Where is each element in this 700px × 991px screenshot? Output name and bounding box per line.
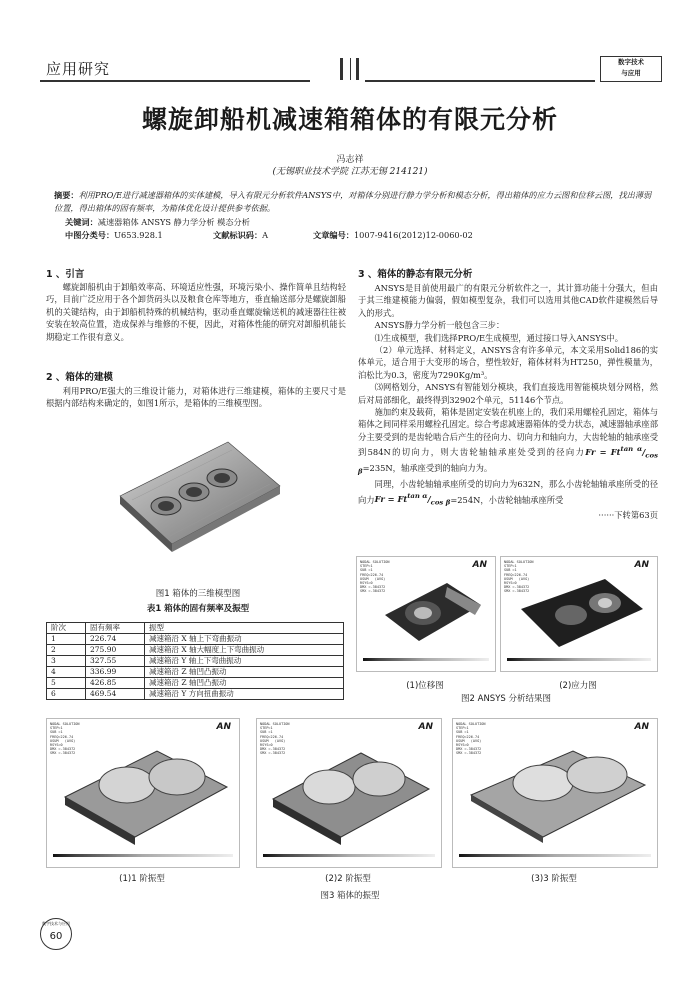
table-row bbox=[47, 678, 344, 689]
table-cell: 减速箱沿 Z 轴凹凸振动 bbox=[145, 678, 344, 689]
figure-3-mode-2-plot bbox=[256, 718, 442, 868]
figure-3-caption: 图3 箱体的振型 bbox=[320, 891, 380, 901]
article-value: 1007-9416(2012)12-0060-02 bbox=[353, 230, 473, 240]
paragraph-text: 施加约束及载荷，箱体是固定安装在机座上的，我们采用螺栓孔固定，箱体与箱体之间同样采用螺栓孔固定。综合考虑减速器箱体的受力状态，减速器轴承座部分主要受到的是齿轮啮合后产生的径向力、切向力和轴向力，大齿轮轴的轴承座受到584N的切向力，则大齿轮轴轴承座处受到的径向力 bbox=[358, 407, 658, 458]
header-divider-bar bbox=[340, 58, 343, 80]
table-cell: 减速箱沿 Y 轴上下弯曲振动 bbox=[145, 656, 344, 667]
section-2-text: 利用PRO/E强大的三维设计能力，对箱体进行三维建模，箱体的主要尺寸是根据内部结构来确定的，如图1所示，是箱体的三维模型图。 bbox=[46, 386, 346, 409]
keywords bbox=[65, 216, 250, 229]
section-3-title: 3 、箱体的静态有限元分析 bbox=[358, 269, 473, 280]
table-cell: 减速箱沿 X 轴大幅度上下弯曲振动 bbox=[145, 645, 344, 656]
section-3-paragraph: ANSYS是目前使用最广的有限元分析软件之一，其计算功能十分强大，但由于其三维建模能力偏弱，假如模型复杂，我们可以选用其他CAD软件建模然后导入的形式。 bbox=[358, 283, 658, 318]
figure-2-stress-plot bbox=[500, 556, 658, 672]
abstract-label: 摘要： bbox=[54, 190, 79, 200]
table-cell: 2 bbox=[47, 645, 86, 656]
formula-radial-force: $Fr = Ft^{tan \alpha}/_{cos \beta}$ bbox=[374, 492, 451, 507]
header-rule-right bbox=[365, 80, 595, 82]
doc-code bbox=[213, 229, 268, 242]
page-number-badge bbox=[40, 918, 72, 950]
stress-contour-image bbox=[515, 573, 647, 657]
table-row bbox=[47, 689, 344, 700]
page-logo-text: 数字技术与应用 bbox=[42, 921, 70, 926]
clc-label: 中图分类号： bbox=[65, 230, 115, 240]
contour-color-bar bbox=[53, 854, 233, 857]
article-number bbox=[313, 229, 473, 242]
contour-color-bar bbox=[363, 658, 489, 661]
table-1-natural-frequencies bbox=[46, 622, 344, 700]
displacement-contour-image bbox=[377, 575, 487, 655]
table-cell: 减速箱沿 Z 轴凹凸振动 bbox=[145, 667, 344, 678]
clc-value: U653.928.1 bbox=[114, 230, 163, 240]
formula-lhs: Fr = Ft bbox=[585, 447, 621, 458]
figure-3a-label: (1)1 阶振型 bbox=[119, 874, 165, 884]
figure-2b-label: (2)应力图 bbox=[559, 681, 597, 691]
running-header-section: 应用研究 bbox=[46, 60, 111, 78]
formula-tan: tan α bbox=[620, 445, 643, 454]
figure-2-displacement-plot bbox=[356, 556, 496, 672]
figure-2a-label: (1)位移图 bbox=[406, 681, 444, 691]
section-3-paragraph: ⑴生成模型，我们选择PRO/E生成模型，通过接口导入ANSYS中。 bbox=[374, 332, 624, 343]
journal-logo-line2: 与应用 bbox=[621, 69, 641, 77]
journal-logo bbox=[600, 56, 662, 82]
doc-label: 文献标识码： bbox=[213, 230, 263, 240]
table-row bbox=[47, 656, 344, 667]
section-3-body bbox=[358, 282, 658, 522]
section-3-paragraph-load bbox=[358, 406, 658, 478]
ansys-logo: AN bbox=[634, 722, 649, 732]
section-3-paragraph-load-2 bbox=[358, 478, 658, 509]
table-cell: 327.55 bbox=[86, 656, 145, 667]
figure-3-mode-3-plot bbox=[452, 718, 658, 868]
sim-legend-text: NODAL SOLUTION STEP=1 SUB =1 FREQ=226.74 USUM (AVG) RSYS=0 DMX =.384372 SMX =.384372 bbox=[360, 560, 390, 594]
table-cell: 减速箱沿 X 轴上下弯曲振动 bbox=[145, 634, 344, 645]
table-row bbox=[47, 634, 344, 645]
keywords-text: 减速器箱体 ANSYS 静力学分析 模态分析 bbox=[97, 217, 250, 227]
sim-legend-text: NODAL SOLUTION STEP=1 SUB =1 FREQ=226.74 USUM (AVG) RSYS=0 DMX =.384372 SMX =.384372 bbox=[260, 722, 290, 756]
page-number: 60 bbox=[49, 931, 63, 942]
paragraph-text: 同理，小齿轮轴轴承座所受的切向力为632N，那么小齿轮轴轴承座所受的径向力 bbox=[358, 479, 658, 505]
figure-1-3d-model bbox=[110, 420, 286, 580]
section-1-title: 1 、引言 bbox=[46, 269, 85, 280]
abstract bbox=[54, 189, 654, 215]
table-cell: 5 bbox=[47, 678, 86, 689]
section-3-paragraph: ⑶网格划分，ANSYS有智能划分模块，我们直接选用智能模块划分网格，然后对局部细化，最终得到32902个单元，51146个节点。 bbox=[358, 382, 658, 405]
table-header-cell: 振型 bbox=[145, 623, 344, 634]
section-3-paragraph: ANSYS静力学分析一般包含三步： bbox=[374, 320, 505, 331]
gearbox-3d-model-image bbox=[110, 420, 286, 580]
author: 冯志祥 bbox=[336, 155, 364, 165]
mode-2-shape-image bbox=[265, 737, 435, 847]
header-rule-left bbox=[40, 80, 310, 82]
table-cell: 336.99 bbox=[86, 667, 145, 678]
journal-logo-line1: 数字技术 bbox=[618, 58, 644, 66]
table-cell: 469.54 bbox=[86, 689, 145, 700]
ansys-logo: AN bbox=[216, 722, 231, 732]
table-cell: 426.85 bbox=[86, 678, 145, 689]
figure-3b-label: (2)2 阶振型 bbox=[325, 874, 371, 884]
header-divider-bar bbox=[356, 58, 359, 80]
figure-1-caption: 图1 箱体的三维模型图 bbox=[155, 589, 241, 599]
ansys-logo: AN bbox=[472, 560, 487, 570]
paragraph-text: =254N，小齿轮轴轴承座所受 bbox=[450, 494, 564, 505]
section-3-paragraph: （2）单元选择、材料定义，ANSYS含有许多单元，本文采用Solid186的实体单元，适合用于大变形的场合，塑性较好，箱体材料为HT250，弹性模量为，泊松比为0.3，密度为7290Kg/m³。 bbox=[358, 345, 658, 380]
formula-cos: cos β bbox=[358, 451, 658, 476]
clc-number bbox=[65, 229, 163, 242]
figure-2-caption: 图2 ANSYS 分析结果图 bbox=[461, 694, 551, 704]
formula-radial-force: $Fr = Ft^{tan \alpha}/_{cos \beta}$ bbox=[358, 445, 658, 476]
section-1-text: 螺旋卸船机由于卸船效率高、环境适应性强，环境污染小、操作简单且结构轻巧，目前广泛应用于各个卸货码头以及粮食仓库等地方，垂直输送部分是螺旋卸船机的关键结构，由于卸船机特殊的机械结构，驱动垂直螺旋输送机的减速器往往被安装在较高位置，造成保养与维修的不便，因此，对箱体性能的研究对卸船机能长期稳定工作很有意义。 bbox=[46, 282, 346, 342]
table-1-caption: 表1 箱体的固有频率及振型 bbox=[146, 604, 250, 614]
sim-legend-text: NODAL SOLUTION STEP=1 SUB =1 FREQ=226.74 USUM (AVG) RSYS=0 DMX =.384372 SMX =.384372 bbox=[456, 722, 486, 756]
figure-3-mode-1-plot bbox=[46, 718, 240, 868]
keywords-label: 关键词： bbox=[65, 217, 98, 227]
table-cell: 6 bbox=[47, 689, 86, 700]
paragraph-text: =235N，轴承座受到的轴向力为。 bbox=[362, 463, 493, 474]
table-cell: 3 bbox=[47, 656, 86, 667]
formula-cos: cos β bbox=[430, 499, 451, 507]
header-divider-bar bbox=[350, 58, 351, 80]
formula-tan: tan α bbox=[407, 492, 428, 501]
table-header-cell: 阶次 bbox=[47, 623, 86, 634]
contour-color-bar bbox=[263, 854, 435, 857]
ansys-logo: AN bbox=[634, 560, 649, 570]
table-cell: 减速箱沿 Y 方向扭曲振动 bbox=[145, 689, 344, 700]
contour-color-bar bbox=[459, 854, 651, 857]
table-cell: 1 bbox=[47, 634, 86, 645]
table-cell: 4 bbox=[47, 667, 86, 678]
formula-lhs: Fr = Ft bbox=[374, 494, 408, 505]
mode-3-shape-image bbox=[463, 739, 651, 847]
section-2-title: 2 、箱体的建模 bbox=[46, 372, 113, 383]
sim-legend-text: NODAL SOLUTION STEP=1 SUB =1 FREQ=226.74 USUM (AVG) RSYS=0 DMX =.384372 SMX =.384372 bbox=[504, 560, 534, 594]
mode-1-shape-image bbox=[57, 737, 233, 847]
table-row bbox=[47, 667, 344, 678]
abstract-text: 利用PRO/E进行减速器箱体的实体建模，导入有限元分析软件ANSYS中，对箱体分别进行静力学分析和模态分析，得出箱体的应力云图和位移云图，找出薄弱位置，得出箱体的固有频率，为箱体优化设计提供参考依据。 bbox=[54, 190, 652, 213]
article-label: 文章编号： bbox=[313, 230, 354, 240]
table-cell: 226.74 bbox=[86, 634, 145, 645]
article-title: 螺旋卸船机减速箱箱体的有限元分析 bbox=[141, 105, 558, 134]
table-row bbox=[47, 645, 344, 656]
figure-3c-label: (3)3 阶振型 bbox=[531, 874, 577, 884]
table-header-row bbox=[47, 623, 344, 634]
ansys-logo: AN bbox=[418, 722, 433, 732]
affiliation: (无锡职业技术学院 江苏无锡 214121) bbox=[272, 167, 428, 177]
continued-note: ······下转第63页 bbox=[598, 510, 658, 521]
sim-legend-text: NODAL SOLUTION STEP=1 SUB =1 FREQ=226.74 USUM (AVG) RSYS=0 DMX =.384372 SMX =.384372 bbox=[50, 722, 80, 756]
contour-color-bar bbox=[507, 658, 651, 661]
table-cell: 275.90 bbox=[86, 645, 145, 656]
doc-value: A bbox=[262, 230, 269, 240]
table-header-cell: 固有频率 bbox=[86, 623, 145, 634]
